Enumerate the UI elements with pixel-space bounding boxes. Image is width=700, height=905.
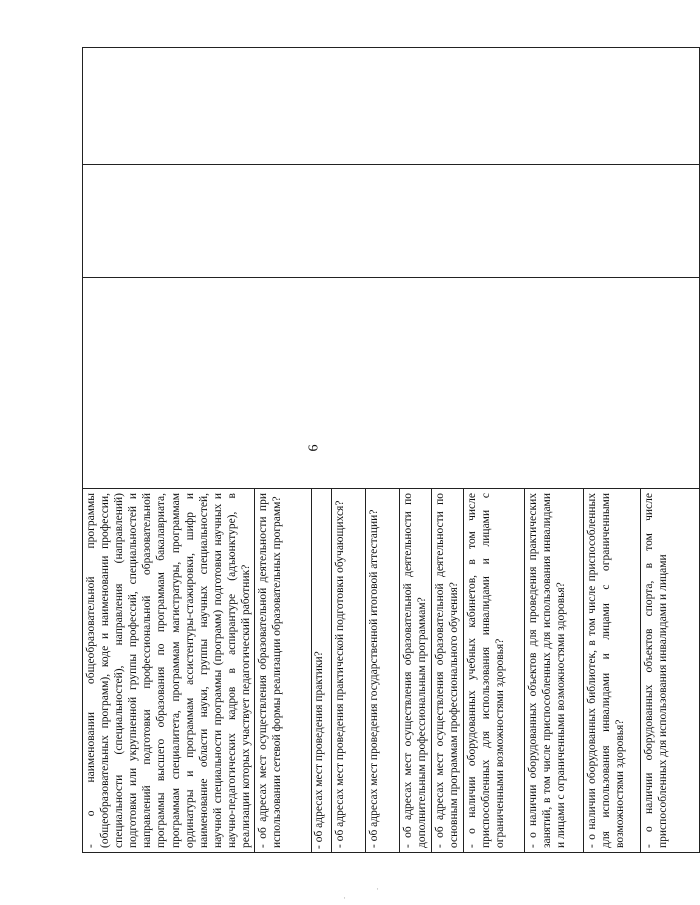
criterion-cell: - об адресах мест осуществления образовательной деятельности по основным программам профессионального обучения? xyxy=(432,489,464,853)
criterion-cell: - об адресах мест проведения практики? xyxy=(312,489,332,853)
criterion-cell: - об адресах мест проведения практической подготовки обучающихся? xyxy=(332,489,366,853)
table-row xyxy=(83,48,255,853)
answer-cell xyxy=(83,278,700,489)
criterion-cell: - о наличии оборудованных учебных кабинетов, в том числе приспособленных для использования инвалидами и лицами с ограниченными возможностями здоровья? xyxy=(464,489,525,853)
remark-cell xyxy=(83,48,700,165)
scan-speck: · xyxy=(343,893,346,903)
criterion-cell: - об адресах мест проведения государственной итоговой аттестации? xyxy=(366,489,400,853)
criterion-cell: - о наличии оборудованных объектов для проведения практических занятий, в том числе приспособленных для использования инвалидами и лицами с ограниченными возможностями здоровья? xyxy=(525,489,584,853)
requirements-table xyxy=(82,47,700,853)
scan-speck: · xyxy=(376,884,379,894)
criterion-cell: - о наименовании общеобразовательной программы (общеобразовательных программ), коде и наименовании профессии, специальности (специальностей), направления (направлений) подготовки или укрупненной группы профессий, специальностей и направлений подготовки профессиональной образовательной программы высшего образования по программам бакалавриата, программам специалитета, программам магистратуры, программам ординатуры и программам ассистентуры-стажировки, шифр и наименование области науки, группы научных специальностей, научной специальности программы (программ) подготовки научных и научно-педагогических кадров в аспирантуре (адъюнктуре), в реализации которых участвует педагогический работник? xyxy=(83,489,255,853)
page-number: 6 xyxy=(306,444,322,452)
criterion-cell: - о наличии оборудованных библиотек, в том числе приспособленных для использования инвалидами и лицами с ограниченными возможностями здоровья? xyxy=(584,489,641,853)
requirements-table-rotated xyxy=(82,48,670,853)
criterion-cell: - о наличии оборудованных объектов спорта, в том числе приспособленных для использования инвалидами и лицами xyxy=(641,489,700,853)
note-cell xyxy=(83,165,700,278)
criterion-cell: - об адресах мест осуществления образовательной деятельности при использовании сетевой формы реализации образовательных программ? xyxy=(255,489,312,853)
criterion-cell: - об адресах мест осуществления образовательной деятельности по дополнительным профессиональным программам? xyxy=(400,489,432,853)
